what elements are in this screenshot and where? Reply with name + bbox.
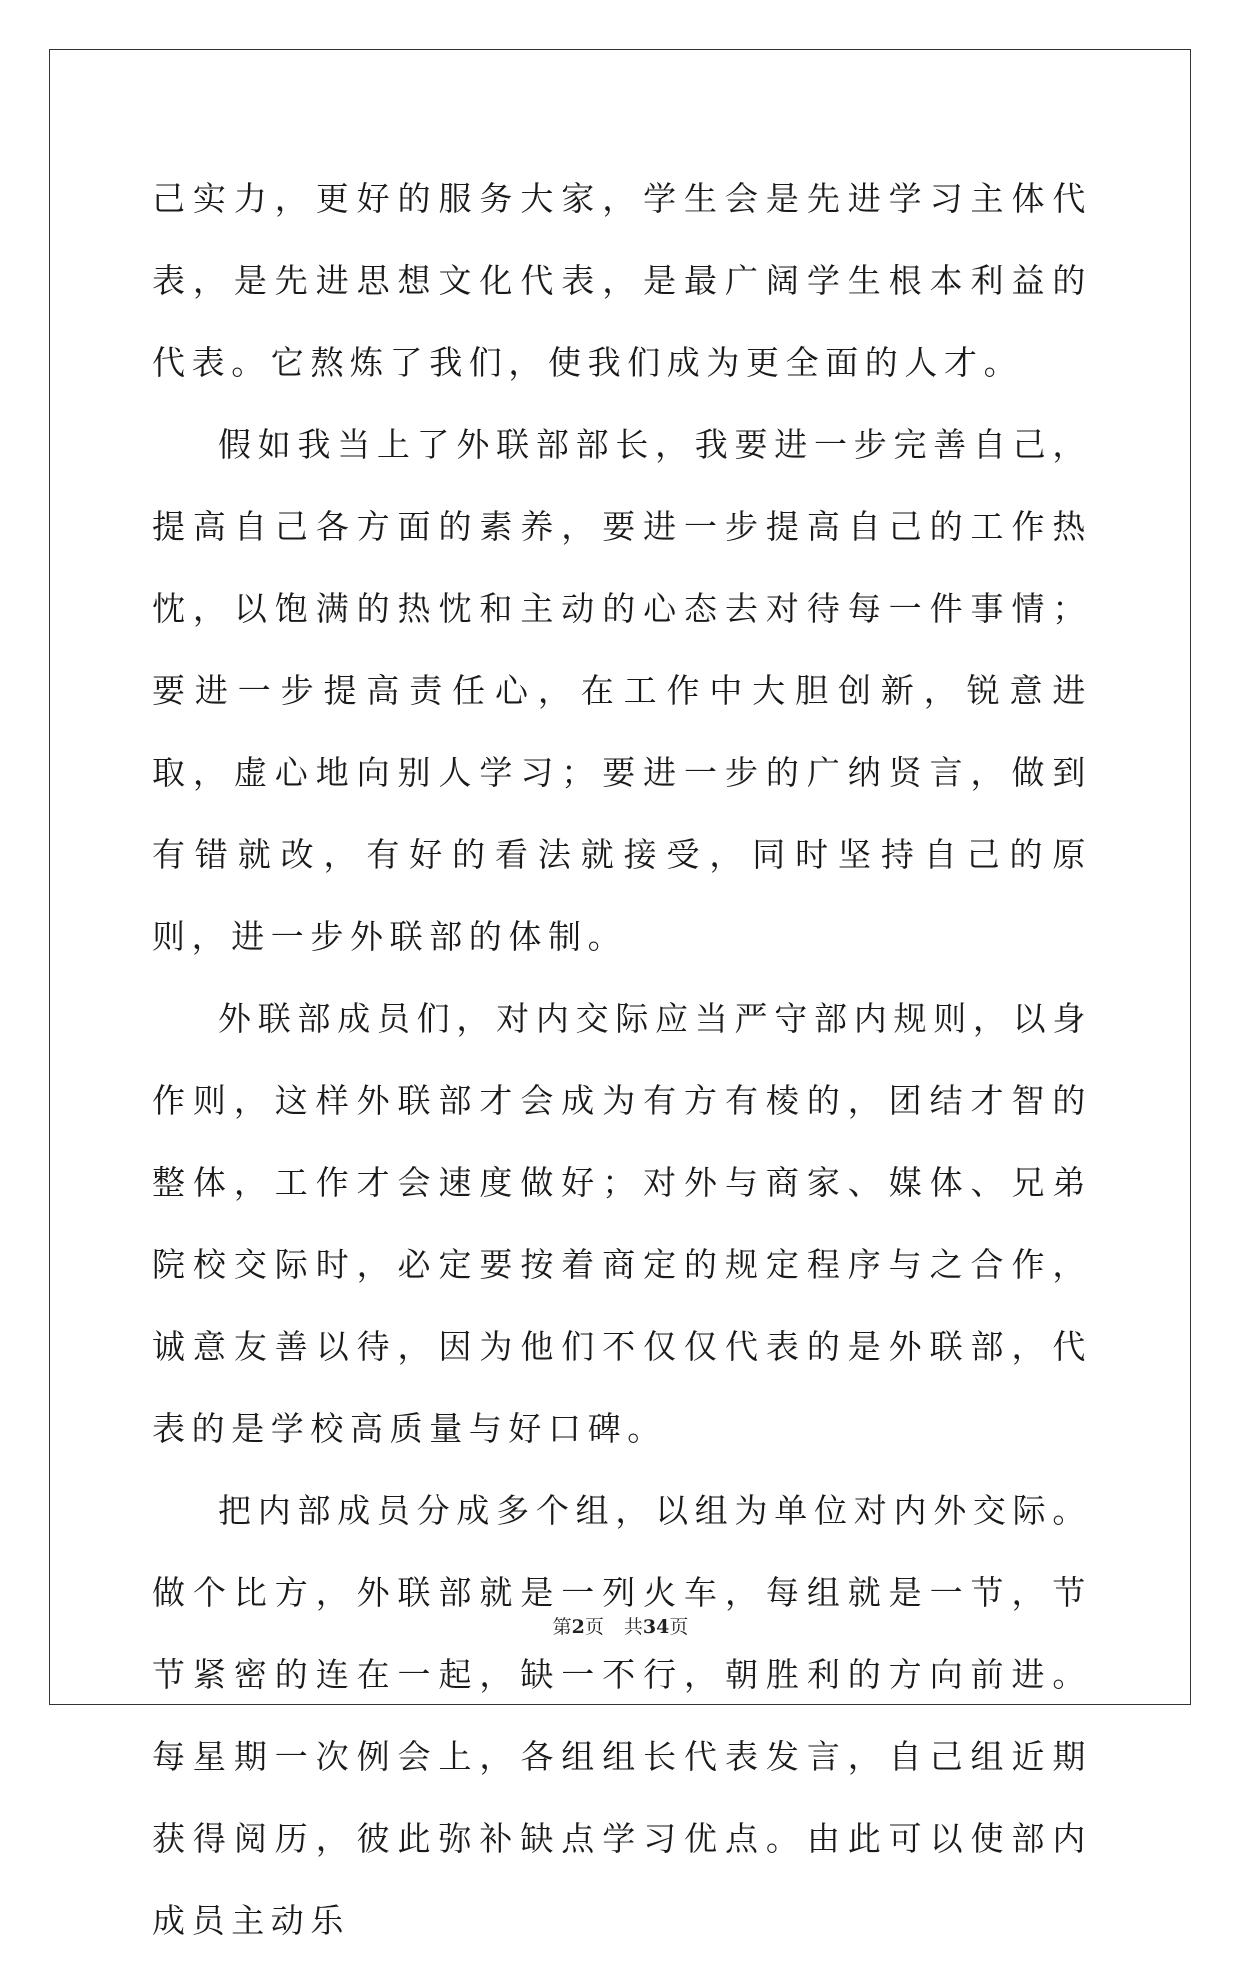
footer-total-unit: 页 bbox=[669, 1616, 689, 1638]
footer-total-prefix: 共 bbox=[623, 1616, 643, 1638]
paragraph-2: 假如我当上了外联部部长，我要进一步完善自己，提高自己各方面的素养，要进一步提高自己的工作热忱，以饱满的热忱和主动的心态去对待每一件事情；要进一步提高责任心，在工作中大胆创新，锐意进取，虚心地向别人学习；要进一步的广纳贤言，做到有错就改，有好的看法就接受，同时坚持自己的原则，进一步外联部的体制。 bbox=[152, 425, 1092, 956]
current-page-number: 2 bbox=[571, 1616, 585, 1638]
footer-page-unit: 页 bbox=[584, 1616, 604, 1638]
page-footer bbox=[0, 1612, 1241, 1639]
paragraph-3: 外联部成员们，对内交际应当严守部内规则，以身作则，这样外联部才会成为有方有棱的，团结才智的整体，工作才会速度做好；对外与商家、媒体、兄弟院校交际时，必定要按着商定的规定程序与之合作，诚意友善以待，因为他们不仅仅代表的是外联部，代表的是学校高质量与好口碑。 bbox=[152, 999, 1092, 1448]
total-pages-number: 34 bbox=[642, 1616, 670, 1638]
paragraph-1: 己实力，更好的服务大家，学生会是先进学习主体代表，是先进思想文化代表，是最广阔学生根本利益的代表。它熬炼了我们，使我们成为更全面的人才。 bbox=[152, 179, 1092, 382]
footer-prefix: 第 bbox=[552, 1616, 572, 1638]
paragraph-4: 把内部成员分成多个组，以组为单位对内外交际。做个比方，外联部就是一列火车，每组就是一节，节节紧密的连在一起，缺一不行，朝胜利的方向前进。每星期一次例会上，各组组长代表发言，自己组近期获得阅历，彼此弥补缺点学习优点。由此可以使部内成员主动乐 bbox=[152, 1491, 1092, 1940]
